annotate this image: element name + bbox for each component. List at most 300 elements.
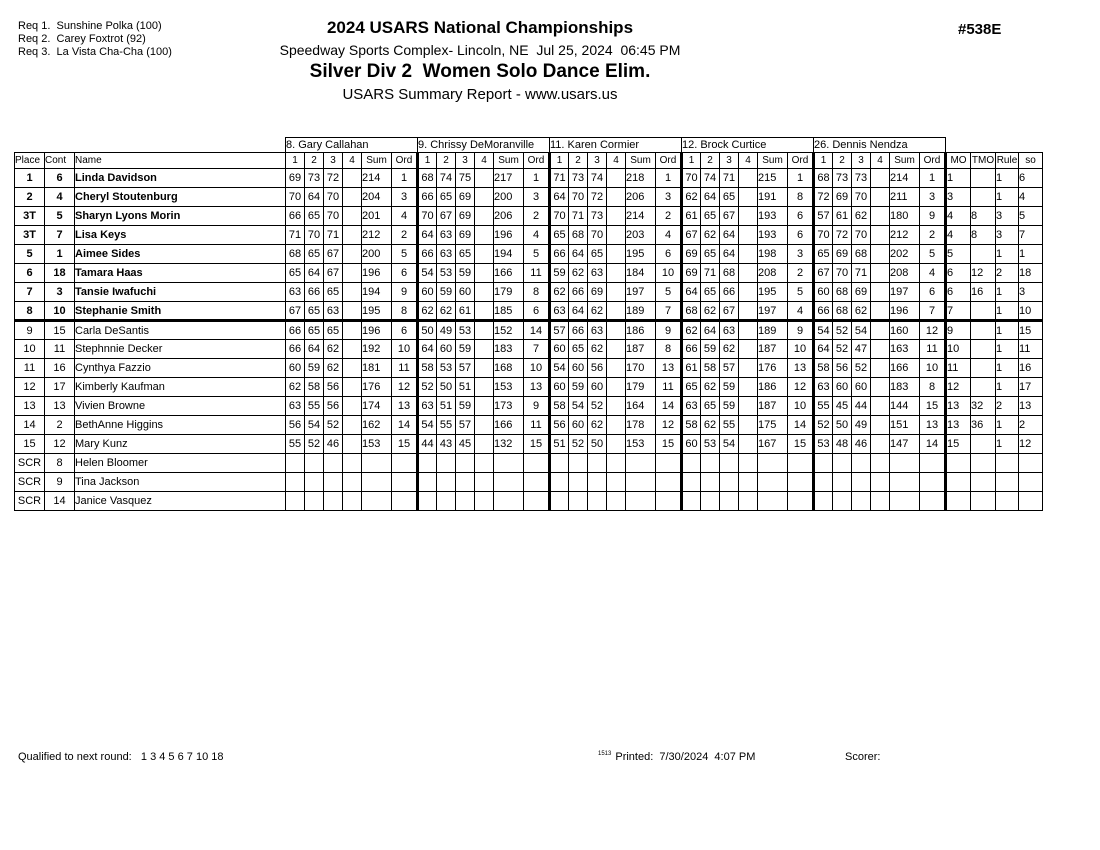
cell-score: [871, 473, 890, 492]
cell-rule: 1: [996, 302, 1019, 321]
cell-score: 70: [569, 188, 588, 207]
cell-ordinal: 14: [392, 416, 418, 435]
cell-mo: 6: [946, 283, 971, 302]
cell-score: 62: [682, 321, 701, 340]
cell-score: [739, 378, 758, 397]
cell-sum: 194: [494, 245, 524, 264]
cell-tmo: [971, 321, 996, 340]
cell-ordinal: [920, 454, 946, 473]
cell-score: 62: [701, 226, 720, 245]
column-header-2: 2: [437, 153, 456, 169]
cell-score: 65: [720, 188, 739, 207]
cell-skater-name: Linda Davidson: [75, 169, 286, 188]
cell-score: 54: [720, 435, 739, 454]
cell-score: [456, 454, 475, 473]
cell-score: 63: [588, 321, 607, 340]
cell-ordinal: 14: [524, 321, 550, 340]
result-row: [15, 378, 1043, 397]
result-row: [15, 283, 1043, 302]
cell-score: 73: [833, 169, 852, 188]
cell-score: 65: [324, 321, 343, 340]
cell-score: [682, 454, 701, 473]
cell-tmo: [971, 188, 996, 207]
cell-so: 6: [1019, 169, 1043, 188]
cell-score: 65: [682, 378, 701, 397]
cell-cont: 16: [45, 359, 75, 378]
cell-sum: [758, 473, 788, 492]
cell-rule: 1: [996, 416, 1019, 435]
cell-ordinal: 6: [524, 302, 550, 321]
cell-score: 50: [588, 435, 607, 454]
cell-score: 65: [286, 264, 305, 283]
cell-score: [607, 264, 626, 283]
cell-score: [720, 454, 739, 473]
cell-ordinal: 10: [788, 340, 814, 359]
cell-score: 53: [437, 264, 456, 283]
cell-score: 72: [588, 188, 607, 207]
cell-score: 62: [701, 302, 720, 321]
cell-score: [475, 492, 494, 511]
cell-sum: [494, 492, 524, 511]
cell-score: 69: [833, 245, 852, 264]
cell-score: 70: [682, 169, 701, 188]
cell-ordinal: 3: [920, 188, 946, 207]
cell-tmo: [971, 473, 996, 492]
cell-cont: 6: [45, 169, 75, 188]
cell-score: 58: [305, 378, 324, 397]
cell-ordinal: 9: [392, 283, 418, 302]
cell-score: [475, 169, 494, 188]
cell-sum: 174: [362, 397, 392, 416]
cell-score: 62: [286, 378, 305, 397]
cell-score: [437, 492, 456, 511]
cell-score: 62: [588, 416, 607, 435]
results-body: [15, 169, 1043, 511]
cell-score: [739, 264, 758, 283]
cell-score: [833, 492, 852, 511]
cell-score: 62: [701, 378, 720, 397]
cell-sum: 214: [362, 169, 392, 188]
column-header-rule: Rule: [996, 153, 1019, 169]
cell-score: 67: [324, 245, 343, 264]
cell-score: 64: [701, 321, 720, 340]
cell-score: 64: [569, 245, 588, 264]
cell-ordinal: 9: [920, 207, 946, 226]
cell-score: 52: [833, 321, 852, 340]
cell-score: 65: [437, 188, 456, 207]
cell-score: [475, 378, 494, 397]
cell-score: [343, 245, 362, 264]
cell-sum: 163: [890, 340, 920, 359]
cell-place: 2: [15, 188, 45, 207]
cell-score: [871, 283, 890, 302]
cell-score: [871, 397, 890, 416]
cell-score: [833, 473, 852, 492]
printed-text: Printed: 7/30/2024 4:07 PM: [615, 751, 756, 763]
cell-mo: [946, 492, 971, 511]
cell-score: [682, 473, 701, 492]
cell-score: 63: [324, 302, 343, 321]
cell-sum: 194: [362, 283, 392, 302]
cell-score: 74: [588, 169, 607, 188]
cell-score: 70: [305, 226, 324, 245]
cell-score: [871, 492, 890, 511]
cell-sum: 176: [758, 359, 788, 378]
cell-ordinal: 8: [524, 283, 550, 302]
cell-ordinal: 15: [788, 435, 814, 454]
cell-sum: 187: [626, 340, 656, 359]
cell-score: 59: [437, 283, 456, 302]
cell-score: 68: [286, 245, 305, 264]
cell-sum: 193: [758, 226, 788, 245]
cell-ordinal: 1: [656, 169, 682, 188]
cell-score: 63: [814, 378, 833, 397]
column-header-sum: Sum: [626, 153, 656, 169]
cell-score: 44: [418, 435, 437, 454]
cell-score: [550, 473, 569, 492]
cell-ordinal: 11: [524, 264, 550, 283]
cell-mo: 4: [946, 226, 971, 245]
cell-sum: 144: [890, 397, 920, 416]
cell-score: [871, 378, 890, 397]
column-header-4: 4: [475, 153, 494, 169]
cell-sum: 195: [626, 245, 656, 264]
cell-score: 52: [588, 397, 607, 416]
cell-skater-name: Carla DeSantis: [75, 321, 286, 340]
cell-score: 66: [682, 340, 701, 359]
cell-score: [607, 378, 626, 397]
cell-sum: 160: [890, 321, 920, 340]
judge-header-row: [15, 138, 1043, 153]
cell-sum: [494, 473, 524, 492]
cell-score: 65: [550, 226, 569, 245]
cell-ordinal: 11: [656, 378, 682, 397]
cell-cont: 18: [45, 264, 75, 283]
cell-score: [814, 473, 833, 492]
cell-place: 14: [15, 416, 45, 435]
cell-ordinal: [524, 454, 550, 473]
cell-place: 1: [15, 169, 45, 188]
cell-score: [475, 302, 494, 321]
cell-score: 64: [814, 340, 833, 359]
cell-mo: 7: [946, 302, 971, 321]
cell-score: [871, 435, 890, 454]
cell-mo: 10: [946, 340, 971, 359]
cell-score: 71: [550, 169, 569, 188]
cell-ordinal: 14: [788, 416, 814, 435]
cell-score: [607, 302, 626, 321]
cell-score: 70: [852, 226, 871, 245]
cell-ordinal: 10: [656, 264, 682, 283]
cell-score: [739, 207, 758, 226]
column-header-1: 1: [550, 153, 569, 169]
cell-rule: 1: [996, 435, 1019, 454]
cell-cont: 14: [45, 492, 75, 511]
cell-ordinal: [788, 454, 814, 473]
cell-rule: 1: [996, 359, 1019, 378]
scorer-label: Scorer:: [845, 751, 881, 763]
cell-ordinal: 2: [788, 264, 814, 283]
cell-score: [871, 207, 890, 226]
cell-ordinal: 6: [656, 245, 682, 264]
event-title: Silver Div 2 Women Solo Dance Elim.: [309, 61, 651, 82]
column-header-1: 1: [418, 153, 437, 169]
cell-tmo: [971, 245, 996, 264]
cell-score: 70: [550, 207, 569, 226]
cell-score: 74: [701, 169, 720, 188]
cell-skater-name: Sharyn Lyons Morin: [75, 207, 286, 226]
cell-score: 69: [682, 245, 701, 264]
judge-header-cell: 8. Gary Callahan: [286, 138, 418, 153]
result-row: [15, 226, 1043, 245]
result-row: [15, 302, 1043, 321]
cell-ordinal: 10: [524, 359, 550, 378]
cell-sum: 197: [626, 283, 656, 302]
cell-score: 70: [588, 226, 607, 245]
cell-score: 51: [550, 435, 569, 454]
cell-score: [569, 473, 588, 492]
cell-skater-name: Tina Jackson: [75, 473, 286, 492]
result-row: [15, 169, 1043, 188]
cell-sum: 196: [494, 226, 524, 245]
cell-score: 68: [720, 264, 739, 283]
cell-so: 2: [1019, 416, 1043, 435]
cell-score: [607, 207, 626, 226]
cell-score: 54: [418, 416, 437, 435]
cell-score: 69: [286, 169, 305, 188]
cell-score: [343, 207, 362, 226]
cell-sum: 195: [758, 283, 788, 302]
cell-sum: 212: [890, 226, 920, 245]
cell-score: 74: [437, 169, 456, 188]
cell-score: 69: [833, 188, 852, 207]
cell-ordinal: 1: [524, 169, 550, 188]
cell-rule: 1: [996, 378, 1019, 397]
cell-ordinal: [656, 454, 682, 473]
cell-sum: 132: [494, 435, 524, 454]
cell-mo: 13: [946, 397, 971, 416]
cell-score: 72: [324, 169, 343, 188]
cell-sum: 162: [362, 416, 392, 435]
cell-score: 66: [286, 321, 305, 340]
cell-ordinal: 12: [656, 416, 682, 435]
cell-ordinal: 12: [788, 378, 814, 397]
cell-score: 62: [852, 302, 871, 321]
cell-ordinal: 11: [392, 359, 418, 378]
cell-tmo: 16: [971, 283, 996, 302]
cell-score: 64: [720, 226, 739, 245]
cell-place: 9: [15, 321, 45, 340]
cell-score: 63: [286, 397, 305, 416]
cell-score: [475, 245, 494, 264]
cell-score: 57: [550, 321, 569, 340]
column-header-3: 3: [720, 153, 739, 169]
cell-score: 68: [833, 302, 852, 321]
cell-sum: 206: [494, 207, 524, 226]
cell-score: 61: [682, 207, 701, 226]
cell-score: 55: [286, 435, 305, 454]
cell-rule: 1: [996, 188, 1019, 207]
cell-score: 63: [286, 283, 305, 302]
column-header-4: 4: [607, 153, 626, 169]
cell-so: [1019, 454, 1043, 473]
cell-score: [607, 454, 626, 473]
cell-score: 68: [682, 302, 701, 321]
cell-score: 61: [682, 359, 701, 378]
cell-score: [437, 473, 456, 492]
cell-score: 67: [682, 226, 701, 245]
result-row: [15, 492, 1043, 511]
cell-score: 60: [569, 416, 588, 435]
cell-score: [418, 473, 437, 492]
cell-score: [475, 397, 494, 416]
cell-ordinal: 1: [788, 169, 814, 188]
cell-score: 57: [456, 416, 475, 435]
cell-score: [607, 283, 626, 302]
cell-score: 68: [833, 283, 852, 302]
column-header-ord: Ord: [392, 153, 418, 169]
cell-ordinal: 15: [392, 435, 418, 454]
cell-score: 69: [852, 283, 871, 302]
cell-score: [607, 188, 626, 207]
cell-score: [475, 283, 494, 302]
report-number: #538E: [958, 21, 1002, 38]
cell-cont: 4: [45, 188, 75, 207]
cell-score: 58: [682, 416, 701, 435]
cell-place: 15: [15, 435, 45, 454]
cell-score: 59: [569, 378, 588, 397]
cell-rule: 1: [996, 245, 1019, 264]
cell-score: 55: [720, 416, 739, 435]
cell-sum: [890, 492, 920, 511]
cell-score: 69: [682, 264, 701, 283]
cell-cont: 3: [45, 283, 75, 302]
cell-score: 65: [569, 340, 588, 359]
column-header-3: 3: [588, 153, 607, 169]
cell-tmo: [971, 169, 996, 188]
cell-sum: 178: [626, 416, 656, 435]
cell-score: 64: [305, 264, 324, 283]
cell-sum: 212: [362, 226, 392, 245]
cell-place: 12: [15, 378, 45, 397]
cell-score: 59: [456, 397, 475, 416]
cell-ordinal: [788, 473, 814, 492]
printed-superscript: 1513: [598, 751, 612, 757]
cell-sum: 181: [362, 359, 392, 378]
cell-score: 71: [701, 264, 720, 283]
column-header-row: [15, 153, 1043, 169]
cell-score: [739, 454, 758, 473]
cell-score: [475, 207, 494, 226]
cell-so: 4: [1019, 188, 1043, 207]
cell-score: [871, 454, 890, 473]
cell-place: SCR: [15, 454, 45, 473]
cell-so: 17: [1019, 378, 1043, 397]
cell-tmo: 36: [971, 416, 996, 435]
cell-score: 54: [418, 264, 437, 283]
cell-score: 52: [569, 435, 588, 454]
cell-ordinal: 13: [392, 397, 418, 416]
cell-cont: 12: [45, 435, 75, 454]
cell-score: 56: [324, 397, 343, 416]
cell-tmo: 8: [971, 207, 996, 226]
cell-sum: 166: [494, 416, 524, 435]
cell-score: 66: [286, 340, 305, 359]
column-header-2: 2: [569, 153, 588, 169]
cell-score: [871, 321, 890, 340]
cell-score: 56: [550, 416, 569, 435]
cell-tmo: [971, 340, 996, 359]
cell-score: 50: [418, 321, 437, 340]
cell-sum: 217: [494, 169, 524, 188]
cell-mo: 4: [946, 207, 971, 226]
cell-sum: 179: [494, 283, 524, 302]
cell-ordinal: 5: [788, 283, 814, 302]
result-row: [15, 340, 1043, 359]
cell-score: 69: [588, 283, 607, 302]
cell-score: 69: [456, 188, 475, 207]
cell-score: [871, 188, 890, 207]
cell-sum: [362, 454, 392, 473]
cell-so: 1: [1019, 245, 1043, 264]
cell-ordinal: 3: [524, 188, 550, 207]
cell-score: 62: [437, 302, 456, 321]
cell-score: [852, 454, 871, 473]
column-header-mo: MO: [946, 153, 971, 169]
cell-so: 18: [1019, 264, 1043, 283]
cell-ordinal: 5: [656, 283, 682, 302]
cell-score: 52: [418, 378, 437, 397]
cell-mo: 6: [946, 264, 971, 283]
cell-ordinal: 2: [656, 207, 682, 226]
cell-sum: 164: [626, 397, 656, 416]
cell-score: [871, 340, 890, 359]
cell-ordinal: [788, 492, 814, 511]
cell-score: 64: [305, 340, 324, 359]
cell-place: 7: [15, 283, 45, 302]
cell-score: 62: [569, 264, 588, 283]
cell-score: [607, 226, 626, 245]
cell-score: 62: [324, 359, 343, 378]
cell-sum: 184: [626, 264, 656, 283]
column-header-2: 2: [701, 153, 720, 169]
cell-score: [739, 397, 758, 416]
cell-score: [607, 245, 626, 264]
cell-score: 56: [588, 359, 607, 378]
cell-rule: 2: [996, 397, 1019, 416]
cell-score: 67: [286, 302, 305, 321]
cell-score: 50: [437, 378, 456, 397]
cell-score: 62: [852, 207, 871, 226]
cell-sum: 196: [890, 302, 920, 321]
cell-score: [852, 473, 871, 492]
column-header-3: 3: [456, 153, 475, 169]
cell-score: [701, 473, 720, 492]
cell-skater-name: Vivien Browne: [75, 397, 286, 416]
cell-tmo: [971, 378, 996, 397]
cell-score: 59: [305, 359, 324, 378]
cell-score: 70: [418, 207, 437, 226]
cell-score: 64: [550, 188, 569, 207]
cell-score: [720, 473, 739, 492]
judge-row-right-spacer: [946, 138, 1043, 153]
cell-score: [343, 188, 362, 207]
cell-score: 57: [814, 207, 833, 226]
cell-sum: 189: [626, 302, 656, 321]
result-row: [15, 435, 1043, 454]
cell-score: 65: [814, 245, 833, 264]
column-header-tmo: TMO: [971, 153, 996, 169]
